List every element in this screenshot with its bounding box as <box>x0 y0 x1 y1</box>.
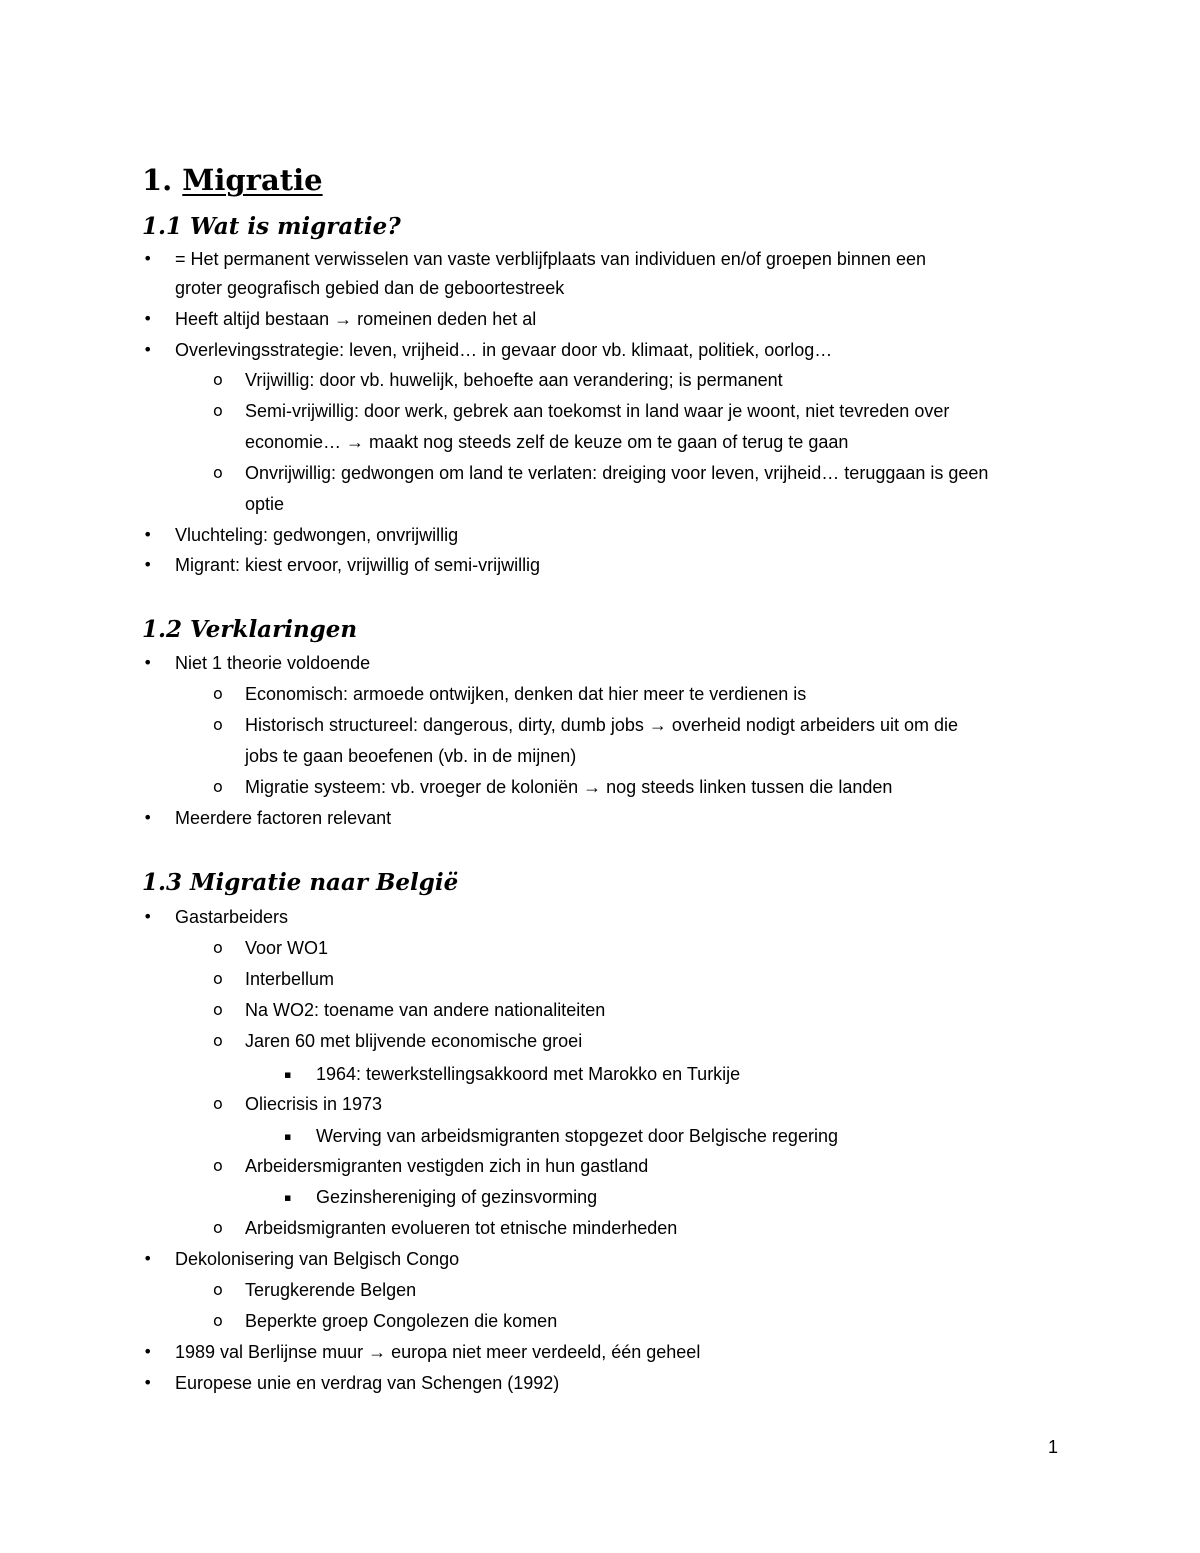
sub-bullet-item <box>213 398 950 424</box>
sub-sub-bullet-item <box>284 1184 598 1210</box>
sub-sub-bullet-text: Werving van arbeidsmigranten stopgezet door Belgische regering <box>316 1126 838 1146</box>
sub-bullet-item <box>213 1215 678 1241</box>
sub-bullet-continuation: economie… → maakt nog steeds zelf de keuze om te gaan of terug te gaan <box>245 432 849 452</box>
bullet-item <box>143 805 392 831</box>
sub-bullet-text: Na WO2: toename van andere nationaliteiten <box>245 1000 606 1020</box>
square-bullet-marker: ▪ <box>284 1191 292 1204</box>
sub-bullet-marker: o <box>213 463 223 482</box>
chapter-heading <box>142 160 323 200</box>
sub-bullet-item <box>213 1028 583 1054</box>
section-heading: 1.3 Migratie naar België <box>142 869 459 896</box>
bullet-text: Europese unie en verdrag van Schengen (1992) <box>175 1373 560 1393</box>
bullet-marker: • <box>143 1249 153 1268</box>
sub-bullet-text: Voor WO1 <box>245 938 329 958</box>
sub-bullet-item <box>213 367 783 393</box>
sub-bullet-marker: o <box>213 715 223 734</box>
sub-bullet-text: Semi-vrijwillig: door werk, gebrek aan toekomst in land waar je woont, niet tevreden over <box>245 401 950 421</box>
sub-bullet-item <box>213 1091 383 1117</box>
bullet-item <box>143 337 833 363</box>
section-heading: 1.1 Wat is migratie? <box>142 213 401 240</box>
bullet-marker: • <box>143 1373 153 1392</box>
sub-bullet-text: Interbellum <box>245 969 335 989</box>
bullet-marker: • <box>143 555 153 574</box>
bullet-marker: • <box>143 249 153 268</box>
sub-bullet-marker: o <box>213 938 223 957</box>
sub-bullet-item <box>213 1153 649 1179</box>
section-heading: 1.2 Verklaringen <box>142 616 358 643</box>
sub-bullet-item <box>213 774 893 800</box>
bullet-text: Heeft altijd bestaan → romeinen deden het al <box>175 309 537 329</box>
sub-bullet-marker: o <box>213 1311 223 1330</box>
sub-bullet-continuation: jobs te gaan beoefenen (vb. in de mijnen) <box>245 746 577 766</box>
bullet-item <box>143 650 371 676</box>
sub-bullet-text: Economisch: armoede ontwijken, denken dat hier meer te verdienen is <box>245 684 807 704</box>
sub-bullet-text: Historisch structureel: dangerous, dirty, dumb jobs → overheid nodigt arbeiders uit om die <box>245 715 959 735</box>
bullet-text: Vluchteling: gedwongen, onvrijwillig <box>175 525 459 545</box>
chapter-title: Migratie <box>182 163 323 197</box>
sub-bullet-marker: o <box>213 370 223 389</box>
bullet-item <box>143 552 541 578</box>
sub-bullet-continuation: optie <box>245 494 285 514</box>
bullet-marker: • <box>143 653 153 672</box>
bullet-text: Migrant: kiest ervoor, vrijwillig of semi-vrijwillig <box>175 555 541 575</box>
bullet-marker: • <box>143 808 153 827</box>
bullet-text: Gastarbeiders <box>175 907 289 927</box>
sub-sub-bullet-text: 1964: tewerkstellingsakkoord met Marokko en Turkije <box>316 1064 741 1084</box>
bullet-marker: • <box>143 340 153 359</box>
bullet-text: Niet 1 theorie voldoende <box>175 653 371 673</box>
sub-bullet-item <box>213 997 606 1023</box>
bullet-item <box>143 1246 460 1272</box>
sub-bullet-text: Arbeidersmigranten vestigden zich in hun gastland <box>245 1156 649 1176</box>
bullet-item <box>143 904 289 930</box>
sub-sub-bullet-item <box>284 1123 838 1149</box>
sub-bullet-item <box>213 712 959 738</box>
bullet-item <box>143 306 537 332</box>
bullet-text: 1989 val Berlijnse muur → europa niet meer verdeeld, één geheel <box>175 1342 701 1362</box>
sub-bullet-marker: o <box>213 1031 223 1050</box>
bullet-marker: • <box>143 525 153 544</box>
sub-bullet-marker: o <box>213 777 223 796</box>
sub-bullet-item <box>213 935 329 961</box>
sub-bullet-marker: o <box>213 1156 223 1175</box>
sub-bullet-text: Terugkerende Belgen <box>245 1280 417 1300</box>
sub-bullet-item <box>213 966 335 992</box>
sub-bullet-marker: o <box>213 684 223 703</box>
sub-bullet-text: Oliecrisis in 1973 <box>245 1094 383 1114</box>
bullet-marker: • <box>143 309 153 328</box>
page-number: 1 <box>1048 1437 1059 1457</box>
sub-bullet-text: Arbeidsmigranten evolueren tot etnische minderheden <box>245 1218 678 1238</box>
bullet-item <box>143 246 926 272</box>
bullet-text: = Het permanent verwisselen van vaste verblijfplaats van individuen en/of groepen binnen een <box>175 249 926 269</box>
bullet-text: Overlevingsstrategie: leven, vrijheid… in gevaar door vb. klimaat, politiek, oorlog… <box>175 340 833 360</box>
sub-sub-bullet-text: Gezinshereniging of gezinsvorming <box>316 1187 598 1207</box>
bullet-text: Dekolonisering van Belgisch Congo <box>175 1249 460 1269</box>
sub-bullet-marker: o <box>213 1218 223 1237</box>
bullet-item <box>143 1339 701 1365</box>
sub-bullet-text: Vrijwillig: door vb. huwelijk, behoefte aan verandering; is permanent <box>245 370 783 390</box>
sub-bullet-marker: o <box>213 1000 223 1019</box>
bullet-text: Meerdere factoren relevant <box>175 808 392 828</box>
sub-bullet-marker: o <box>213 401 223 420</box>
bullet-marker: • <box>143 907 153 926</box>
square-bullet-marker: ▪ <box>284 1130 292 1143</box>
sub-bullet-item <box>213 1277 417 1303</box>
sub-bullet-item <box>213 681 807 707</box>
sub-bullet-text: Beperkte groep Congolezen die komen <box>245 1311 558 1331</box>
sub-bullet-marker: o <box>213 1094 223 1113</box>
chapter-number: 1. <box>142 163 173 197</box>
sub-bullet-marker: o <box>213 1280 223 1299</box>
bullet-continuation: groter geografisch gebied dan de geboortestreek <box>175 278 565 298</box>
bullet-marker: • <box>143 1342 153 1361</box>
sub-sub-bullet-item <box>284 1061 741 1087</box>
sub-bullet-marker: o <box>213 969 223 988</box>
sub-bullet-item <box>213 460 989 486</box>
bullet-item <box>143 522 459 548</box>
sub-bullet-text: Onvrijwillig: gedwongen om land te verlaten: dreiging voor leven, vrijheid… teruggaan is geen <box>245 463 989 483</box>
sub-bullet-item <box>213 1308 558 1334</box>
sub-bullet-text: Migratie systeem: vb. vroeger de koloniën → nog steeds linken tussen die landen <box>245 777 893 797</box>
square-bullet-marker: ▪ <box>284 1068 292 1081</box>
sub-bullet-text: Jaren 60 met blijvende economische groei <box>245 1031 583 1051</box>
bullet-item <box>143 1370 560 1396</box>
